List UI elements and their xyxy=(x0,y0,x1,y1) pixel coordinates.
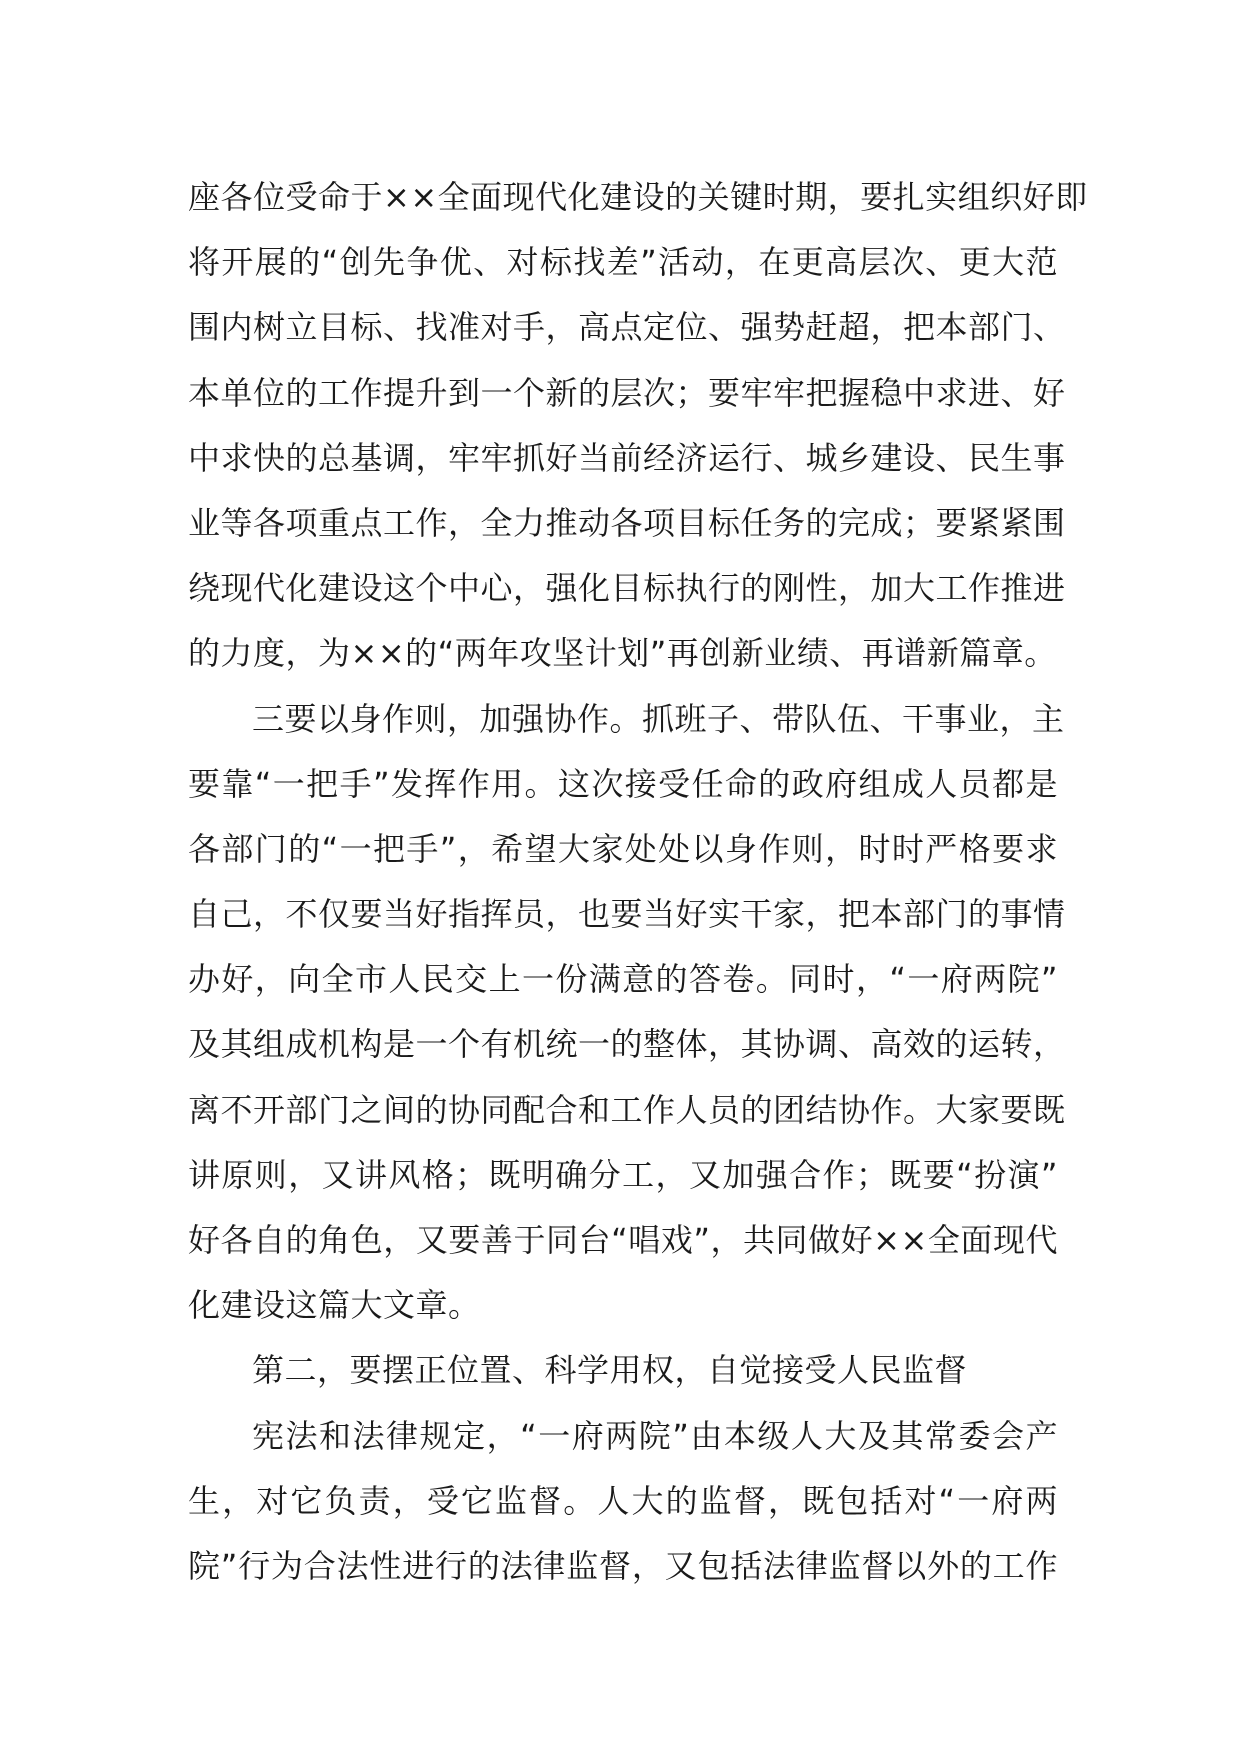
text-line: 将开展的“创先争优、对标找差”活动，在更高层次、更大范 xyxy=(188,243,1058,282)
text-line: 院”行为合法性进行的法律监督，又包括法律监督以外的工作 xyxy=(188,1546,1058,1585)
text-line: 座各位受命于××全面现代化建设的关键时期，要扎实组织好即 xyxy=(188,178,1088,216)
text-line: 宪法和法律规定，“一府两院”由本级人大及其常委会产 xyxy=(252,1416,1058,1455)
paragraph-supervision xyxy=(188,1404,1058,1600)
paragraph-point-three xyxy=(188,687,1066,1339)
text-line: 绕现代化建设这个中心，强化目标执行的刚性，加大工作推进 xyxy=(188,569,1066,608)
text-line: 本单位的工作提升到一个新的层次；要牢牢把握稳中求进、好 xyxy=(188,373,1066,412)
section-heading-two xyxy=(188,1338,1058,1403)
text-line: 围内树立目标、找准对手，高点定位、强势赶超，把本部门、 xyxy=(188,308,1066,347)
text-line: 及其组成机构是一个有机统一的整体，其协调、高效的运转， xyxy=(188,1025,1066,1064)
text-line: 中求快的总基调，牢牢抓好当前经济运行、城乡建设、民生事 xyxy=(188,438,1066,477)
section-heading: 第二，要摆正位置、科学用权，自觉接受人民监督 xyxy=(252,1351,968,1390)
text-line: 三要以身作则，加强协作。抓班子、带队伍、干事业，主 xyxy=(252,699,1065,738)
text-line: 生，对它负责，受它监督。人大的监督，既包括对“一府两 xyxy=(188,1481,1058,1520)
text-line: 好各自的角色，又要善于同台“唱戏”，共同做好××全面现代 xyxy=(188,1221,1058,1259)
text-line: 要靠“一把手”发挥作用。这次接受任命的政府组成人员都是 xyxy=(188,764,1058,803)
paragraph-continuation xyxy=(188,165,1088,687)
text-line: 业等各项重点工作，全力推动各项目标任务的完成；要紧紧围 xyxy=(188,503,1066,542)
text-line: 离不开部门之间的协同配合和工作人员的团结协作。大家要既 xyxy=(188,1090,1066,1129)
text-line: 的力度，为××的“两年攻坚计划”再创新业绩、再谱新篇章。 xyxy=(188,634,1057,673)
text-line: 各部门的“一把手”，希望大家处处以身作则，时时严格要求 xyxy=(188,829,1058,868)
text-line: 办好，向全市人民交上一份满意的答卷。同时，“一府两院” xyxy=(188,960,1058,999)
text-line: 化建设这篇大文章。 xyxy=(188,1286,481,1325)
document-body xyxy=(188,165,1088,1599)
text-line: 自己，不仅要当好指挥员，也要当好实干家，把本部门的事情 xyxy=(188,895,1066,934)
text-line: 讲原则，又讲风格；既明确分工，又加强合作；既要“扮演” xyxy=(188,1155,1058,1194)
